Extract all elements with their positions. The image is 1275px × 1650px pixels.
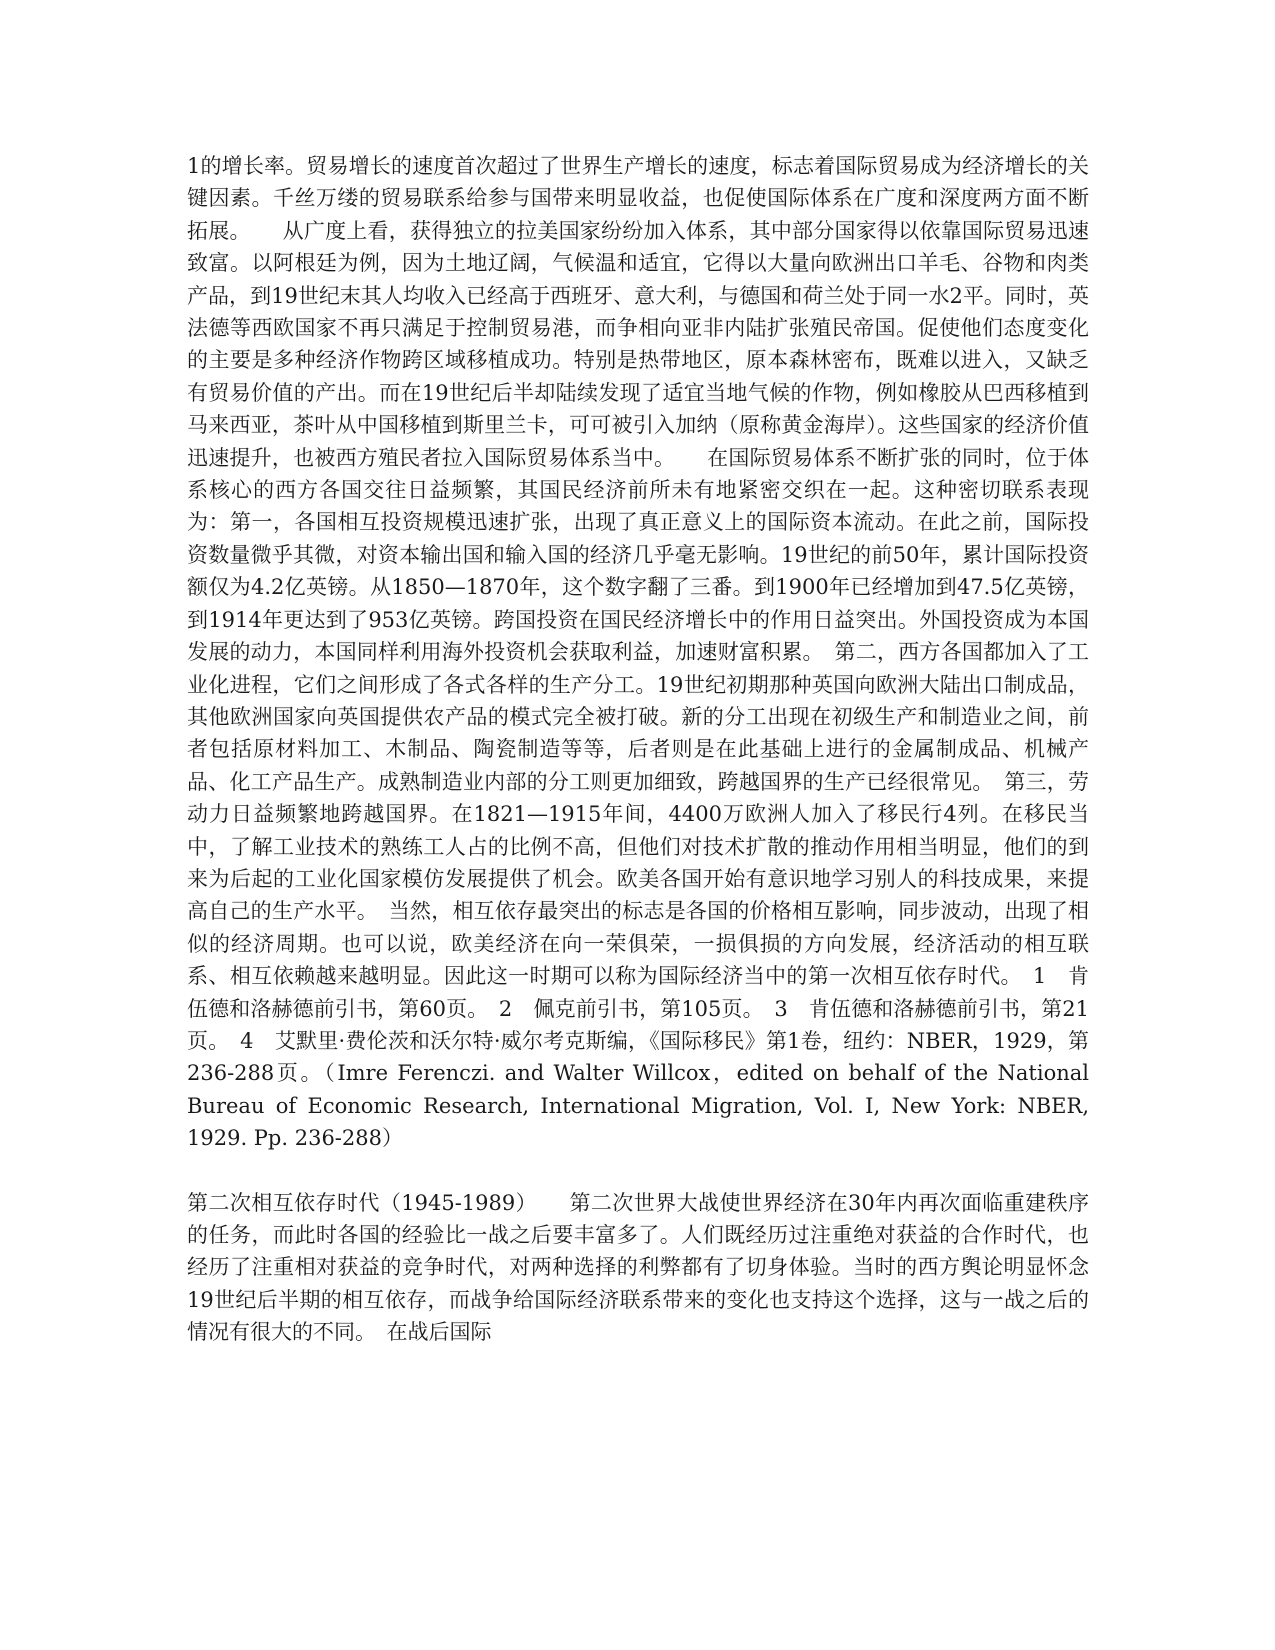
body-paragraph-2: 第二次相互依存时代（1945-1989） 第二次世界大战使世界经济在30年内再次面临重建秩序的任务，而此时各国的经验比一战之后要丰富多了。人们既经历过注重绝对获益的合作时代，也经历了注重相对获益的竞争时代，对两种选择的利弊都有了切身体验。当时的西方舆论明显怀念19世纪后半期的相互依存，而战争给国际经济联系带来的变化也支持这个选择，这与一战之后的情况有很大的不同。 在战后国际: [187, 1190, 1089, 1345]
paragraph-spacer: [187, 1155, 1089, 1187]
body-paragraph-1: 1的增长率。贸易增长的速度首次超过了世界生产增长的速度，标志着国际贸易成为经济增长的关键因素。千丝万缕的贸易联系给参与国带来明显收益，也促使国际体系在广度和深度两方面不断拓展。 从广度上看，获得独立的拉美国家纷纷加入体系，其中部分国家得以依靠国际贸易迅速致富。以阿根廷为例，因为土地辽阔，气候温和适宜，它得以大量向欧洲出口羊毛、谷物和肉类产品，到19世纪末其人均收入已经高于西班牙、意大利，与德国和荷兰处于同一水2平。同时，英法德等西欧国家不再只满足于控制贸易港，而争相向亚非内陆扩张殖民帝国。促使他们态度变化的主要是多种经济作物跨区域移植成功。特别是热带地区，原本森林密布，既难以进入，又缺乏有贸易价值的产出。而在19世纪后半却陆续发现了适宜当地气候的作物，例如橡胶从巴西移植到马来西亚，茶叶从中国移植到斯里兰卡，可可被引入加纳（原称黄金海岸）。这些国家的经济价值迅速提升，也被西方殖民者拉入国际贸易体系当中。 在国际贸易体系不断扩张的同时，位于体系核心的西方各国交往日益频繁，其国民经济前所未有地紧密交织在一起。这种密切联系表现为：第一，各国相互投资规模迅速扩张，出现了真正意义上的国际资本流动。在此之前，国际投资数量微乎其微，对资本输出国和输入国的经济几乎毫无影响。19世纪的前50年，累计国际投资额仅为4.2亿英镑。从1850—1870年，这个数字翻了三番。到1900年已经增加到47.5亿英镑，到1914年更达到了953亿英镑。跨国投资在国民经济增长中的作用日益突出。外国投资成为本国发展的动力，本国同样利用海外投资机会获取利益，加速财富积累。 第二，西方各国都加入了工业化进程，它们之间形成了各式各样的生产分工。19世纪初期那种英国向欧洲大陆出口制成品，其他欧洲国家向英国提供农产品的模式完全被打破。新的分工出现在初级生产和制造业之间，前者包括原材料加工、木制品、陶瓷制造等等，后者则是在此基础上进行的金属制成品、机械产品、化工产品生产。成熟制造业内部的分工则更加细致，跨越国界的生产已经很常见。 第三，劳动力日益频繁地跨越国界。在1821—1915年间，4400万欧洲人加入了移民行4列。在移民当中，了解工业技术的熟练工人占的比例不高，但他们对技术扩散的推动作用相当明显，他们的到来为后起的工业化国家模仿发展提供了机会。欧美各国开始有意识地学习别人的科技成果，来提高自己的生产水平。 当然，相互依存最突出的标志是各国的价格相互影响，同步波动，出现了相似的经济周期。也可以说，欧美经济在向一荣俱荣，一损俱损的方向发展，经济活动的相互联系、相互依赖越来越明显。因此这一时期可以称为国际经济当中的第一次相互依存时代。 1 肯伍德和洛赫德前引书，第60页。 2 佩克前引书，第105页。 3 肯伍德和洛赫德前引书，第21页。 4 艾默里·费伦茨和沃尔特·威尔考克斯编，《国际移民》第1卷，纽约：NBER，1929，第236-288页。（Imre Ferenczi. and Walter Willcox，edited on behalf of the National Bureau of Economic Research, International Migration, Vol. I, New York: NBER, 1929. Pp. 236-288）: [187, 154, 1096, 1151]
document-body: [187, 150, 1096, 1349]
